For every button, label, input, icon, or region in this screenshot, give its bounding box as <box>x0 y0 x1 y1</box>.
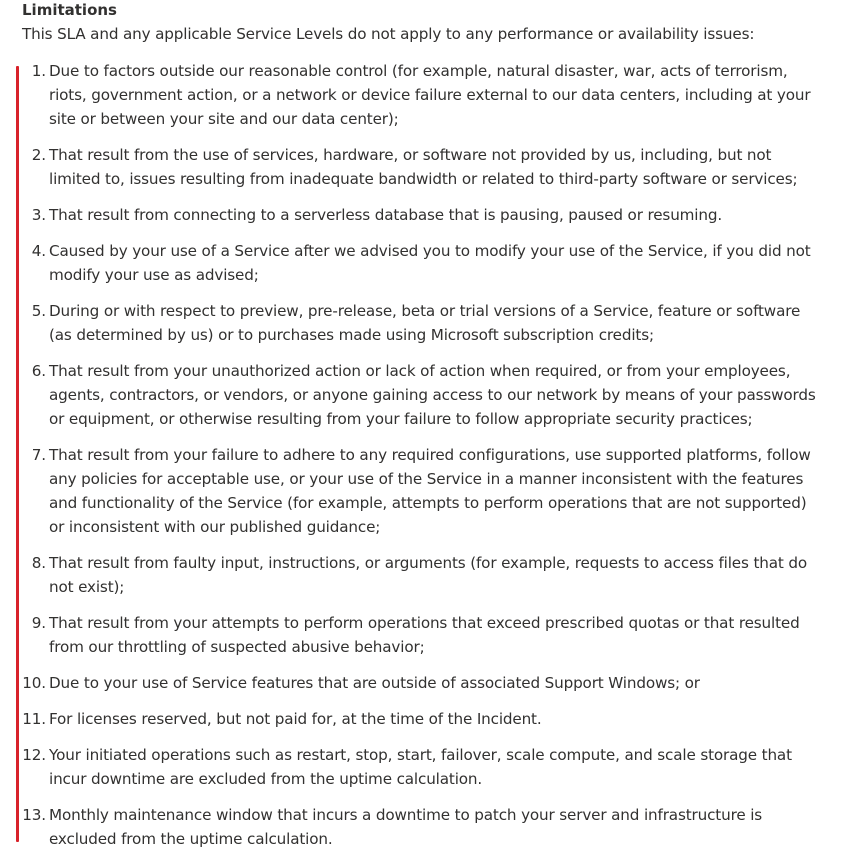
section-title: Limitations <box>22 1 117 19</box>
list-item <box>22 443 822 539</box>
list-item <box>22 611 822 659</box>
list-item-text: That result from connecting to a serverless database that is pausing, paused or resuming. <box>49 206 723 224</box>
list-item-number: 13. <box>22 806 46 824</box>
list-item-number: 2. <box>31 146 46 164</box>
list-item <box>22 743 822 791</box>
list-item-text: That result from your unauthorized action or lack of action when required, or from your employees, agents, contractors, or vendors, or anyone gaining access to our network by means of your passwords or equipment, or otherwise resulting from your failure to follow appropriate security practices; <box>49 362 816 428</box>
list-item <box>22 803 822 851</box>
list-item-text: Due to your use of Service features that are outside of associated Support Windows; or <box>49 674 700 692</box>
list-item <box>22 299 822 347</box>
list-item <box>22 143 822 191</box>
list-item <box>22 59 822 131</box>
list-item <box>22 551 822 599</box>
list-item-number: 3. <box>31 206 46 224</box>
list-item-number: 8. <box>31 554 46 572</box>
list-item-text: Your initiated operations such as restart, stop, start, failover, scale compute, and scale storage that incur downtime are excluded from the uptime calculation. <box>49 746 792 788</box>
list-item-text: During or with respect to preview, pre-release, beta or trial versions of a Service, feature or software (as determined by us) or to purchases made using Microsoft subscription credits; <box>49 302 801 344</box>
red-annotation-line <box>16 66 19 842</box>
list-item-text: Monthly maintenance window that incurs a downtime to patch your server and infrastructure is excluded from the uptime calculation. <box>49 806 763 848</box>
list-item-text: Due to factors outside our reasonable control (for example, natural disaster, war, acts of terrorism, riots, government action, or a network or device failure external to our data centers, including at your site or between your site and our data center); <box>49 62 811 128</box>
list-item <box>22 707 822 731</box>
list-item <box>22 203 822 227</box>
list-item-number: 7. <box>31 446 46 464</box>
section-intro: This SLA and any applicable Service Levels do not apply to any performance or availability issues: <box>22 25 755 43</box>
list-item-text: Caused by your use of a Service after we advised you to modify your use of the Service, if you did not modify your use as advised; <box>49 242 811 284</box>
list-item-number: 4. <box>31 242 46 260</box>
list-item-number: 11. <box>22 710 46 728</box>
list-item-text: That result from your failure to adhere to any required configurations, use supported platforms, follow any policies for acceptable use, or your use of the Service in a manner inconsistent with the features and functionality of the Service (for example, attempts to perform operations that are not supported) or inconsistent with our published guidance; <box>49 446 811 536</box>
list-item-text: That result from your attempts to perform operations that exceed prescribed quotas or that resulted from our throttling of suspected abusive behavior; <box>49 614 800 656</box>
list-item-number: 6. <box>31 362 46 380</box>
list-item-number: 1. <box>31 62 46 80</box>
list-item <box>22 359 822 431</box>
list-item-number: 12. <box>22 746 46 764</box>
list-item-number: 10. <box>22 674 46 692</box>
list-item-text: For licenses reserved, but not paid for, at the time of the Incident. <box>49 710 542 728</box>
list-item-text: That result from the use of services, hardware, or software not provided by us, including, but not limited to, issues resulting from inadequate bandwidth or related to third-party software or services; <box>49 146 798 188</box>
list-item-text: That result from faulty input, instructions, or arguments (for example, requests to access files that do not exist); <box>49 554 807 596</box>
list-item-number: 5. <box>31 302 46 320</box>
list-item <box>22 239 822 287</box>
list-item-number: 9. <box>31 614 46 632</box>
list-item <box>22 671 822 695</box>
limitations-list <box>22 59 822 863</box>
limitations-section <box>22 0 832 46</box>
